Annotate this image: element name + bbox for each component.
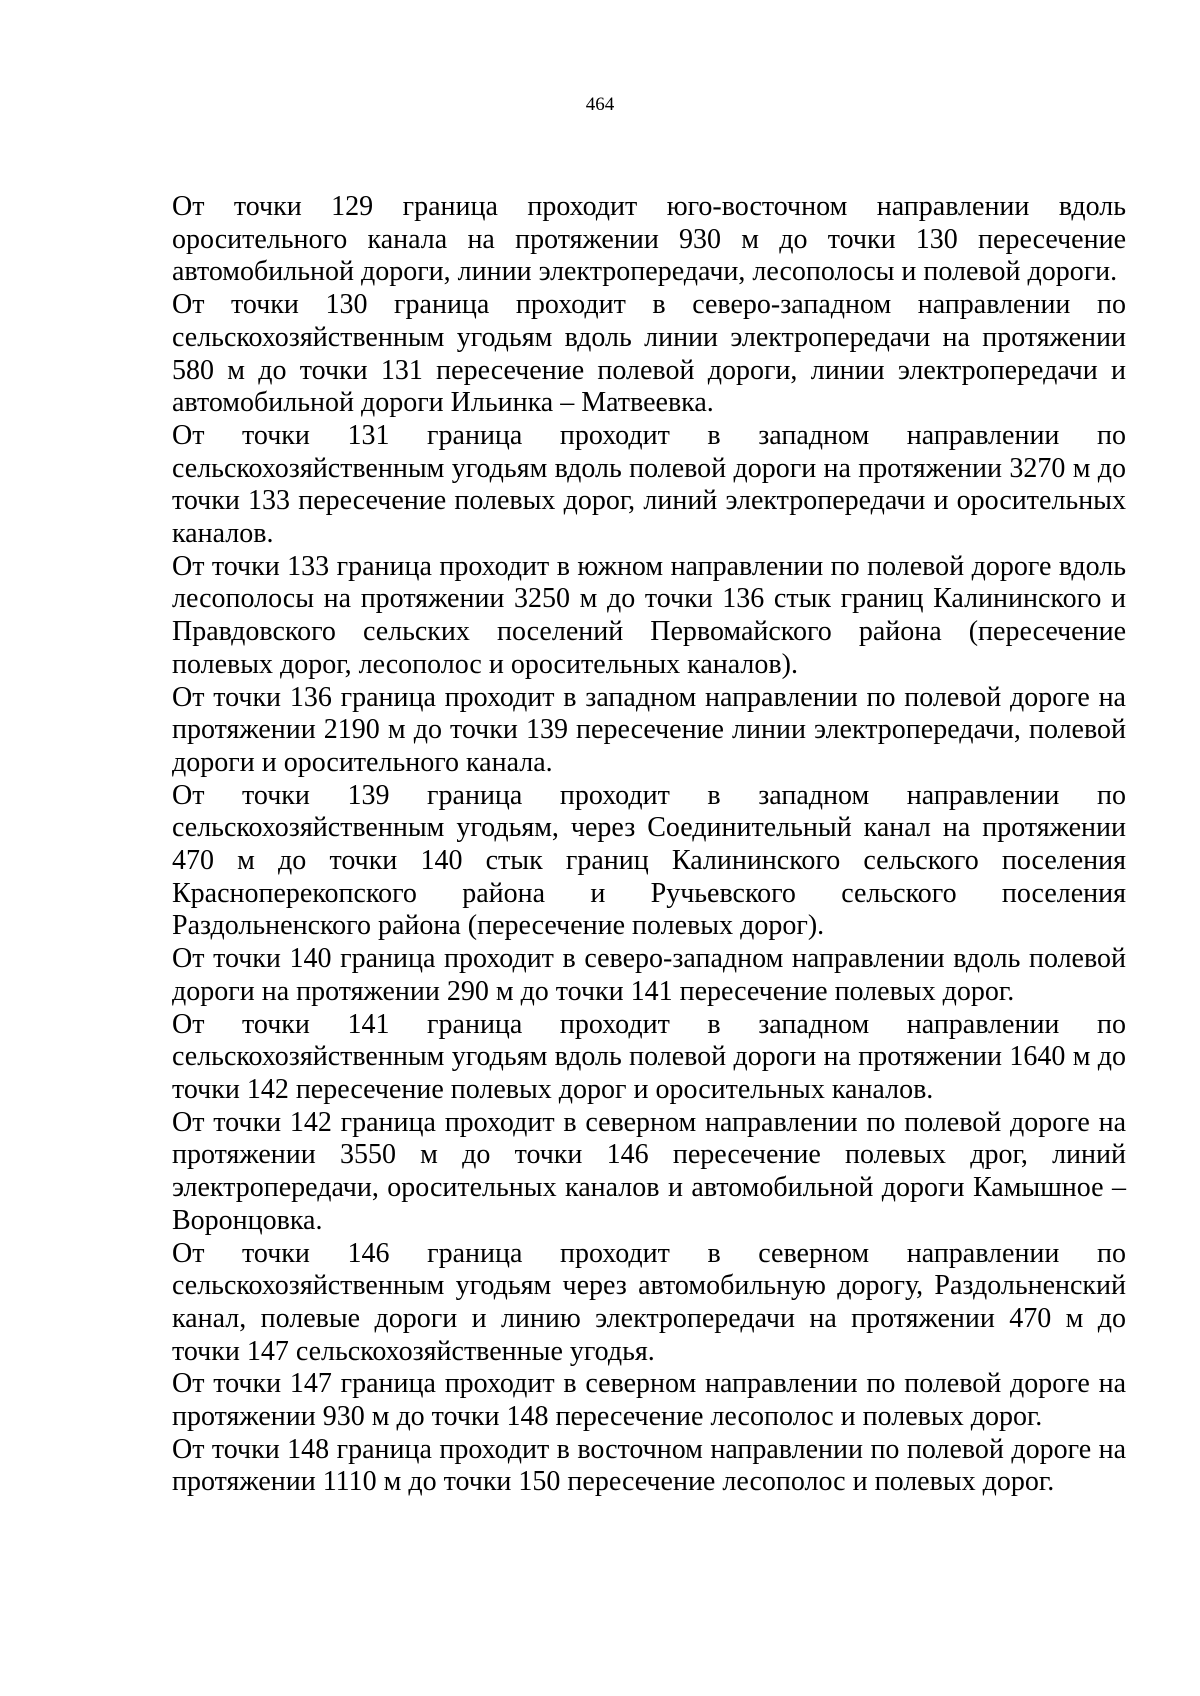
document-body bbox=[172, 191, 1126, 1499]
page-number: 464 bbox=[585, 94, 615, 115]
paragraph-point-146: От точки 146 граница проходит в северном направлении по сельскохозяйственным угодьям через автомобильную дорогу, Раздольненский канал, полевые дороги и линию электропередачи на протяжении 470 м до точки 147 сельскохозяйственные угодья. bbox=[172, 1237, 1126, 1367]
paragraph-point-148: От точки 148 граница проходит в восточном направлении по полевой дороге на протяжении 1110 м до точки 150 пересечение лесополос и полевых дорог. bbox=[172, 1433, 1126, 1498]
paragraph-point-129: От точки 129 граница проходит юго-восточном направлении вдоль оросительного канала на протяжении 930 м до точки 130 пересечение автомобильной дороги, линии электропередачи, лесополосы и полевой дороги. bbox=[172, 191, 1126, 288]
paragraph-point-139: От точки 139 граница проходит в западном направлении по сельскохозяйственным угодьям, через Соединительный канал на протяжении 470 м до точки 140 стык границ Калининского сельского поселения Красноперекопского района и Ручьевского сельского поселения Раздольненского района (пересечение полевых дорог). bbox=[172, 779, 1126, 942]
paragraph-point-130: От точки 130 граница проходит в северо-западном направлении по сельскохозяйственным угодьям вдоль линии электропередачи на протяжении 580 м до точки 131 пересечение полевой дороги, линии электропередачи и автомобильной дороги Ильинка – Матвеевка. bbox=[172, 289, 1126, 419]
paragraph-point-142: От точки 142 граница проходит в северном направлении по полевой дороге на протяжении 3550 м до точки 146 пересечение полевых дрог, линий электропередачи, оросительных каналов и автомобильной дороги Камышное – Воронцовка. bbox=[172, 1106, 1126, 1236]
paragraph-point-136: От точки 136 граница проходит в западном направлении по полевой дороге на протяжении 2190 м до точки 139 пересечение линии электропередачи, полевой дороги и оросительного канала. bbox=[172, 681, 1126, 778]
paragraph-point-133: От точки 133 граница проходит в южном направлении по полевой дороге вдоль лесополосы на протяжении 3250 м до точки 136 стык границ Калининского и Правдовского сельских поселений Первомайского района (пересечение полевых дорог, лесополос и оросительных каналов). bbox=[172, 550, 1126, 680]
paragraph-point-131: От точки 131 граница проходит в западном направлении по сельскохозяйственным угодьям вдоль полевой дороги на протяжении 3270 м до точки 133 пересечение полевых дорог, линий электропередачи и оросительных каналов. bbox=[172, 419, 1126, 550]
paragraph-point-140: От точки 140 граница проходит в северо-западном направлении вдоль полевой дороги на протяжении 290 м до точки 141 пересечение полевых дорог. bbox=[172, 943, 1126, 1007]
paragraph-point-147: От точки 147 граница проходит в северном направлении по полевой дороге на протяжении 930 м до точки 148 пересечение лесополос и полевых дорог. bbox=[172, 1368, 1126, 1433]
paragraph-point-141: От точки 141 граница проходит в западном направлении по сельскохозяйственным угодьям вдоль полевой дороги на протяжении 1640 м до точки 142 пересечение полевых дорог и оросительных каналов. bbox=[172, 1008, 1126, 1105]
